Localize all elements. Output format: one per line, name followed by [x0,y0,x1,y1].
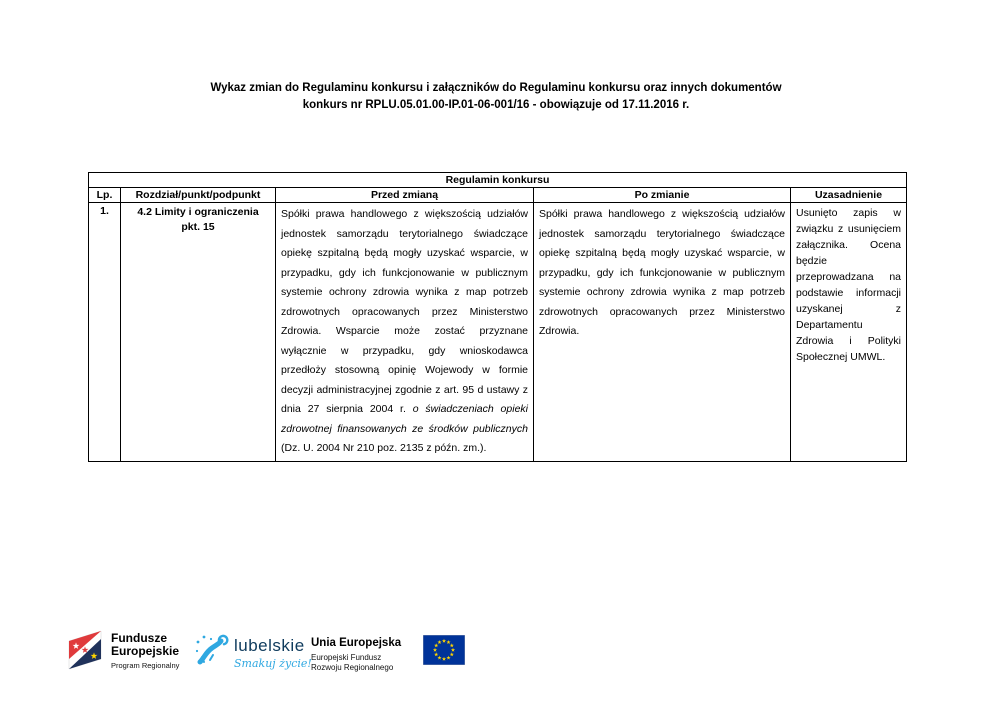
lubelskie-goat-icon [193,632,229,668]
col-header-justification: Uzasadnienie [791,188,907,203]
col-header-after: Po zmianie [534,188,791,203]
fundusze-europejskie-flag-icon [66,629,104,673]
changes-table [88,172,907,462]
section-line-1: 4.2 Limity i ograniczenia [137,206,259,218]
eu-flag-icon [423,635,465,665]
cell-lp: 1. [89,203,121,462]
cell-justification: Usunięto zapis w związku z usunięciem załącznika. Ocena będzie przeprowadzana na podstawie informacji uzyskanej z Departamentu Zdrowia i Polityki Społecznej UMWL. [791,203,907,462]
cell-before-change [276,203,534,462]
title-line-1: Wykaz zmian do Regulaminu konkursu i załączników do Regulaminu konkursu oraz innych dokumentów [210,82,782,94]
lubelskie-logo [193,632,312,670]
before-text-tail: (Dz. U. 2004 Nr 210 poz. 2135 z późn. zm.). [281,442,487,454]
col-header-lp: Lp. [89,188,121,203]
col-header-before: Przed zmianą [276,188,534,203]
fundusze-europejskie-logo [66,629,179,673]
lubelskie-name: lubelskie [234,636,305,655]
unia-europejska-logo [311,635,465,672]
unia-europejska-text [311,635,401,672]
document-title [0,80,992,114]
section-line-2: pkt. 15 [181,221,215,233]
fundusze-line-3: Program Regionalny [111,661,180,670]
table-header-row [89,188,907,203]
lubelskie-text [234,632,312,670]
cell-after-change: Spółki prawa handlowego z większością udziałów jednostek samorządu terytorialnego świadczące opiekę szpitalną będą mogły uzyskać wsparcie, w przypadku, gdy ich funkcjonowanie w publicznym systemie ochrony zdrowia wynika z map potrzeb zdrowotnych opracowanych przez Ministerstwo Zdrowia. [534,203,791,462]
fundusze-line-1: Fundusze [111,631,167,645]
eu-line-2: Europejski Fundusz [311,653,382,662]
cell-section [121,203,276,462]
eu-line-3: Rozwoju Regionalnego [311,662,394,672]
title-line-2: konkurs nr RPLU.05.01.00-IP.01-06-001/16 - obowiązuje od 17.11.2016 r. [302,99,690,111]
before-text: Spółki prawa handlowego z większością udziałów jednostek samorządu terytorialnego świadczące opiekę szpitalną będą mogły uzyskać wsparcie, w przypadku, gdy ich funkcjonowanie w publicznym systemie ochrony zdrowia wynika z map potrzeb zdrowotnych opracowanych przez Ministerstwo Zdrowia. Wsparcie może zostać przyznane wyłącznie w przypadku, gdy wnioskodawca przedłoży stosowną opinię Wojewody w formie decyzji administracyjnej zgodnie z art. 95 d ustawy z dnia 27 sierpnia 2004 r. [281,208,528,415]
eu-line-1: Unia Europejska [311,637,402,649]
col-header-section: Rozdział/punkt/podpunkt [121,188,276,203]
table-title-row [89,173,907,188]
table-title: Regulamin konkursu [89,173,907,188]
lubelskie-tagline: Smakuj życie! [234,657,312,670]
fundusze-europejskie-text [111,629,179,670]
before-text-italic: o świadczeniach opieki zdrowotnej finansowanych ze środków publicznych [281,403,528,435]
fundusze-line-2: Europejskie [111,644,180,658]
table-row [89,203,907,462]
